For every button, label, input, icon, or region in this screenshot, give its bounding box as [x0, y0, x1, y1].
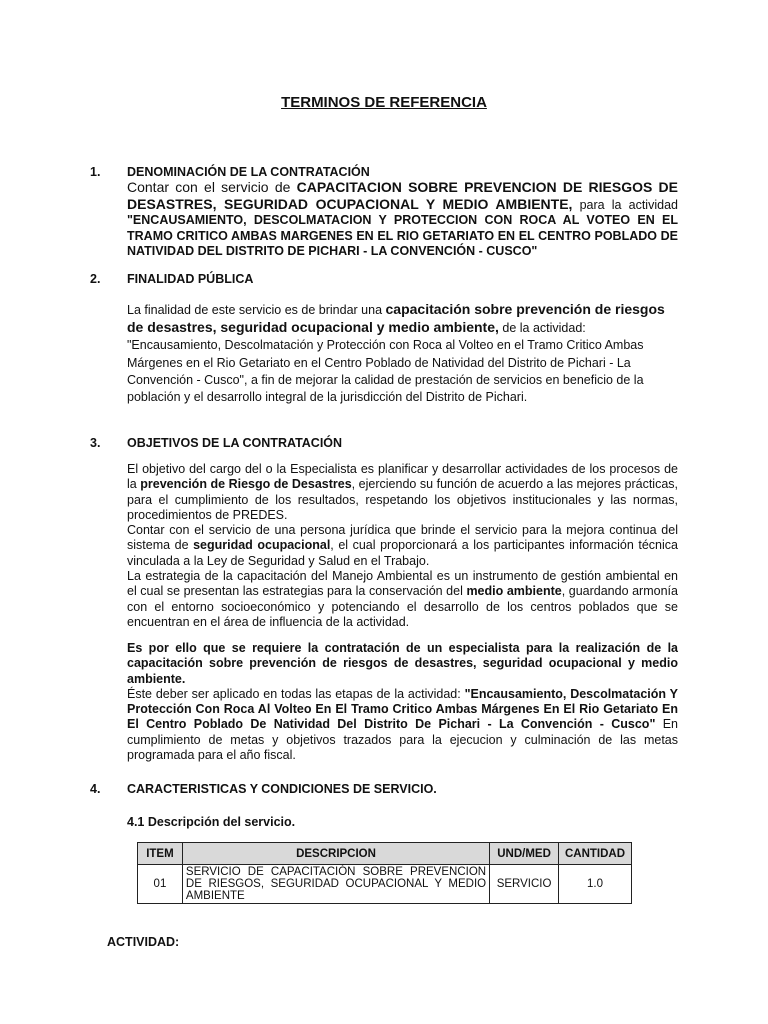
text: En cumplimiento de metas y objetivos trazados para la ejecucion y culminación de las metas programada para el año fiscal. — [127, 717, 678, 763]
section-2-lead: La finalidad de este servicio es de brindar una — [127, 303, 386, 317]
table-header-descripcion: DESCRIPCION — [182, 843, 489, 865]
text-bold: prevención de Riesgo de Desastres — [140, 477, 352, 492]
section-3-paragraph-1 — [127, 462, 678, 523]
table-row — [138, 865, 632, 904]
table-header-und-med: UND/MED — [490, 843, 559, 865]
section-3-paragraph-3 — [127, 569, 678, 630]
section-2-body — [127, 301, 678, 406]
section-4-heading: CARACTERISTICAS Y CONDICIONES DE SERVICIO. — [127, 782, 437, 796]
table-cell-und-med: SERVICIO — [490, 865, 559, 904]
section-4-subheading: 4.1 Descripción del servicio. — [127, 815, 296, 829]
table-header-cantidad: CANTIDAD — [559, 843, 632, 865]
section-3-paragraph-5 — [127, 687, 678, 763]
table-cell-item: 01 — [138, 865, 183, 904]
section-3-paragraph-4: Es por ello que se requiere la contratación de un especialista para la realización de la capacitación sobre prevención de riesgos de desastres, seguridad ocupacional y medio ambiente. — [127, 641, 678, 686]
text-bold: medio ambiente — [466, 584, 562, 599]
section-1-number: 1. — [90, 165, 101, 179]
text-bold: "Encausamiento, Descolmatación Y Protección Con Roca Al Volteo En El Tramo Critico Ambas Márgenes En El Rio Getariato En El Centro Poblado De Natividad Del Distrito De Pichari - La Convención - Cusco" — [127, 686, 679, 732]
text-bold: seguridad ocupacional — [193, 538, 331, 553]
service-table — [137, 842, 632, 904]
section-3-body — [127, 462, 678, 630]
section-3-paragraph-2 — [127, 523, 678, 569]
text: Contar con el servicio de una persona jurídica que brinde el servicio para la mejora continua del sistema de — [127, 523, 678, 553]
text: , ejerciendo su función de acuerdo a las mejores prácticas, para el cumplimiento de los resultados, respetando los objetivos institucionales y las normas, procedimientos de PREDES. — [127, 477, 679, 522]
text: , guardando armonía con el entorno socioeconómico y potenciando el desarrollo de los centros poblados que se encuentran en el área de influencia de la actividad. — [127, 584, 678, 629]
document-title: TERMINOS DE REFERENCIA — [281, 94, 487, 111]
text: Éste deber ser aplicado en todas las etapas de la actividad: — [127, 686, 465, 701]
section-3-number: 3. — [90, 436, 101, 450]
table-cell-cantidad: 1.0 — [559, 865, 632, 904]
section-4-number: 4. — [90, 782, 101, 796]
section-2-bold: capacitación sobre prevención de riesgos de desastres, seguridad ocupacional y medio ambiente, — [127, 301, 665, 336]
table-cell-descripcion: SERVICIO DE CAPACITACIÓN SOBRE PREVENCION DE RIESGOS, SEGURIDAD OCUPACIONAL Y MEDIO AMBIENTE — [182, 865, 489, 904]
section-1-body — [127, 180, 678, 260]
text: La estrategia de la capacitación del Manejo Ambiental es un instrumento de gestión ambiental en el cual se presentan las estrategias para la conservación del — [127, 569, 678, 599]
section-2-rest: de la actividad: "Encausamiento, Descolmatación y Protección con Roca al Volteo en el Tramo Critico Ambas Márgenes en el Rio Getariato en el Centro Poblado de Natividad del Distrito de Pichari - La Convención - Cusco", a fin de mejorar la calidad de prestación de servicios en beneficio de la población y el desarrollo integral de la jurisdicción del Distrito de Pichari. — [127, 321, 644, 405]
actividad-label: ACTIVIDAD: — [107, 935, 180, 949]
table-header-item: ITEM — [138, 843, 183, 865]
section-1-activity: "ENCAUSAMIENTO, DESCOLMATACION Y PROTECCION CON ROCA AL VOTEO EN EL TRAMO CRITICO AMBAS MARGENES EN EL RIO GETARIATO EN EL CENTRO POBLADO DE NATIVIDAD DEL DISTRITO DE PICHARI - LA CONVENCIÓN - CUSCO" — [127, 213, 678, 258]
table-header-row — [138, 843, 632, 865]
section-1-mid: para la actividad — [572, 197, 678, 212]
text: , el cual proporcionará a los participantes información técnica vinculada a la Ley de Seguridad y Salud en el Trabajo. — [127, 538, 678, 568]
section-1-service: CAPACITACION SOBRE PREVENCION DE RIESGOS DE DESASTRES, SEGURIDAD OCUPACIONAL Y MEDIO AMBIENTE, — [127, 179, 678, 212]
text: El objetivo del cargo del o la Especialista es planificar y desarrollar actividades de los procesos de la — [127, 462, 678, 492]
section-2-heading: FINALIDAD PÚBLICA — [127, 272, 254, 286]
section-3-body-continued — [127, 641, 678, 763]
section-2-number: 2. — [90, 272, 101, 286]
section-1-lead: Contar con el servicio de — [127, 179, 297, 195]
section-3-heading: OBJETIVOS DE LA CONTRATACIÓN — [127, 436, 343, 450]
section-1-heading: DENOMINACIÓN DE LA CONTRATACIÓN — [127, 165, 370, 179]
